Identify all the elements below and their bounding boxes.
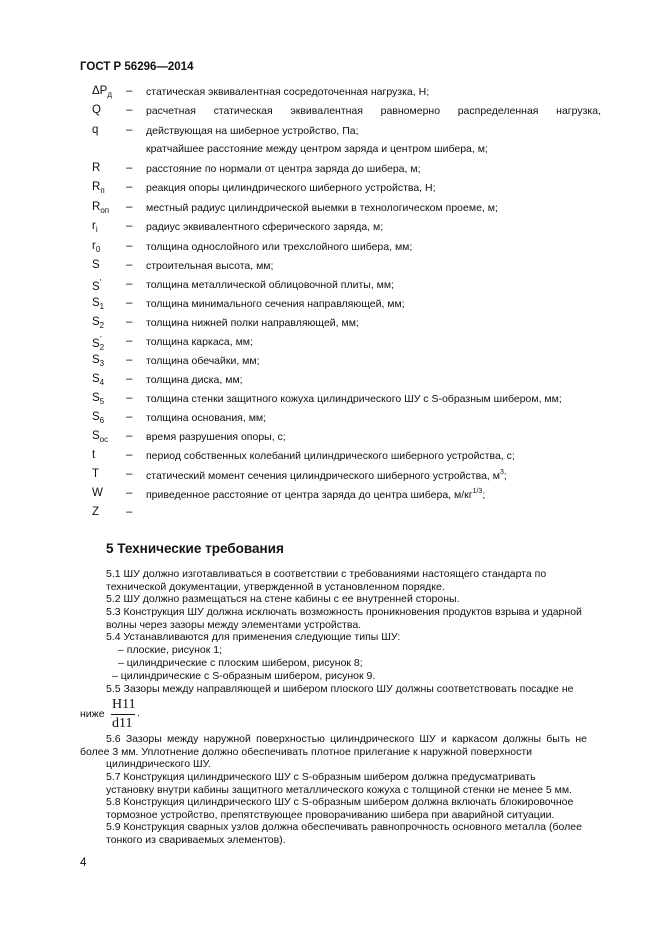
symbol: $R_{оп}$ bbox=[92, 201, 110, 215]
dash: – bbox=[126, 181, 133, 193]
symbol: $r_i$ bbox=[92, 220, 98, 234]
dash: – bbox=[126, 430, 133, 442]
symbol: $S_{ос}$ bbox=[92, 430, 109, 444]
symbol-description: толщина металлической облицовочной плиты, мм; bbox=[146, 279, 395, 291]
paragraph-5-5: 5.5 Зазоры между направляющей и шибером плоского ШУ должны соответствовать посадке не bbox=[106, 683, 574, 695]
symbol: T bbox=[92, 468, 100, 480]
symbol: $r_0$ bbox=[92, 240, 101, 254]
fit-numerator: H11 bbox=[112, 697, 136, 712]
symbol-description: действующая на шиберное устройство, Па; bbox=[146, 125, 359, 137]
paragraph-5-1: 5.1 ШУ должно изготавливаться в соответствии с требованиями настоящего стандарта по технической документации, утвержденной в установленном порядке. bbox=[106, 568, 547, 593]
dash: – bbox=[126, 259, 133, 271]
symbol: $S_4$ bbox=[92, 373, 105, 387]
dash: – bbox=[126, 411, 133, 423]
symbol-description: приведенное расстояние от центра заряда до центра шибера, $м/кг^{1/3}$; bbox=[146, 488, 486, 501]
fit-denominator: d11 bbox=[112, 716, 133, 731]
symbol: S bbox=[92, 259, 100, 271]
paragraph-5-3: 5.3 Конструкция ШУ должна исключать возможность проникновения продуктов взрыва и ударной волны через зазоры между элементами устройства. bbox=[106, 606, 582, 631]
list-item: – плоские, рисунок 1; bbox=[118, 644, 223, 656]
dash: – bbox=[126, 392, 133, 404]
symbol-description: период собственных колебаний цилиндрического шиберного устройства, с; bbox=[146, 450, 515, 462]
symbol-description: толщина диска, мм; bbox=[146, 374, 243, 386]
paragraph-5-7: 5.7 Конструкция цилиндрического ШУ с S-образным шибером должна предусматривать установку внутри кабины защитного металлического кожуха с толщиной стенки не менее 5 мм. bbox=[106, 771, 572, 796]
symbol: $\Delta P_д$ bbox=[92, 85, 113, 99]
symbol-description: строительная высота, мм; bbox=[146, 260, 274, 272]
symbol-description: кратчайшее расстояние между центром заряда и центром шибера, м; bbox=[146, 143, 488, 155]
dash: – bbox=[126, 297, 133, 309]
symbol-description: толщина минимального сечения направляющей, мм; bbox=[146, 298, 405, 310]
dash: – bbox=[126, 240, 133, 252]
symbol: S' bbox=[92, 278, 102, 293]
dash: – bbox=[126, 162, 133, 174]
symbol-description: расчетная статическая эквивалентная равномерно распределенная нагрузка, bbox=[146, 105, 601, 117]
symbol-description: реакция опоры цилиндрического шиберного устройства, Н; bbox=[146, 182, 436, 194]
symbol-description: радиус эквивалентного сферического заряда, м; bbox=[146, 221, 384, 233]
symbol-description: расстояние по нормали от центра заряда до шибера, м; bbox=[146, 163, 421, 175]
symbol: $S_1$ bbox=[92, 297, 105, 311]
symbol-description: толщина нижней полки направляющей, мм; bbox=[146, 317, 359, 329]
page-number: 4 bbox=[80, 857, 87, 869]
section-title: 5 Технические требования bbox=[106, 541, 284, 556]
symbol: $S_5$ bbox=[92, 392, 105, 406]
symbol: Q bbox=[92, 104, 101, 116]
dash: – bbox=[126, 201, 133, 213]
fraction-line bbox=[111, 714, 135, 715]
dash: – bbox=[126, 85, 133, 97]
symbol: $S_2$ bbox=[92, 316, 105, 330]
symbol-description: статическая эквивалентная сосредоточенная нагрузка, Н; bbox=[146, 86, 430, 98]
dash: – bbox=[126, 124, 133, 136]
symbol-description: толщина основания, мм; bbox=[146, 412, 267, 424]
symbol: $S_6$ bbox=[92, 411, 105, 425]
symbol: $R_п$ bbox=[92, 181, 105, 195]
dash: – bbox=[126, 449, 133, 461]
symbol-description: толщина стенки защитного кожуха цилиндрического ШУ с S-образным шибером, мм; bbox=[146, 393, 562, 405]
symbol: q bbox=[92, 124, 99, 136]
paragraph-5-2: 5.2 ШУ должно размещаться на стене кабины с ее внутренней стороны. bbox=[106, 593, 460, 605]
dash: – bbox=[126, 278, 133, 290]
dash: – bbox=[126, 220, 133, 232]
dash: – bbox=[126, 487, 133, 499]
dash: – bbox=[126, 316, 133, 328]
paragraph-5-8: 5.8 Конструкция цилиндрического ШУ с S-образным шибером должна включать блокировочное тормозное устройство, препятствующее проворачиванию шибера при аварийной ситуации. bbox=[106, 796, 574, 821]
dash: – bbox=[126, 468, 133, 480]
document-header: ГОСТ Р 56296—2014 bbox=[80, 61, 194, 73]
symbol-description: время разрушения опоры, с; bbox=[146, 431, 286, 443]
symbol-description: местный радиус цилиндрической выемки в технологическом проеме, м; bbox=[146, 202, 498, 214]
symbol-description: статический момент сечения цилиндрического шиберного устройства, $м^3$; bbox=[146, 469, 507, 482]
symbol: $S_2'$ bbox=[92, 335, 105, 352]
dash: – bbox=[126, 335, 133, 347]
paragraph-5-6: 5.6 Зазоры между наружной поверхностью цилиндрического ШУ и каркасом должны быть не более 3 мм. Уплотнение должно обеспечивать плотное прилегание к наружной поверхности цилиндрического ШУ. bbox=[80, 733, 587, 770]
symbol: Z bbox=[92, 506, 100, 518]
list-item: – цилиндрические с плоским шибером, рисунок 8; bbox=[118, 657, 363, 669]
symbol-description: толщина однослойного или трехслойного шибера, мм; bbox=[146, 241, 413, 253]
symbol-description: толщина обечайки, мм; bbox=[146, 355, 260, 367]
paragraph-5-4: 5.4 Устанавливаются для применения следующие типы ШУ: bbox=[106, 631, 401, 643]
symbol: t bbox=[92, 449, 96, 461]
symbol: W bbox=[92, 487, 103, 499]
fit-suffix: . bbox=[137, 707, 140, 719]
list-item: – цилиндрические с S-образным шибером, рисунок 9. bbox=[112, 670, 376, 682]
dash: – bbox=[126, 506, 133, 518]
dash: – bbox=[126, 104, 133, 116]
symbol: R bbox=[92, 162, 101, 174]
symbol-description: толщина каркаса, мм; bbox=[146, 336, 253, 348]
symbol: $S_3$ bbox=[92, 354, 105, 368]
dash: – bbox=[126, 373, 133, 385]
paragraph-5-9: 5.9 Конструкция сварных узлов должна обеспечивать равнопрочность основного металла (более тонкого из свариваемых элементов). bbox=[106, 821, 582, 846]
fit-prefix: ниже bbox=[80, 708, 105, 720]
dash: – bbox=[126, 354, 133, 366]
